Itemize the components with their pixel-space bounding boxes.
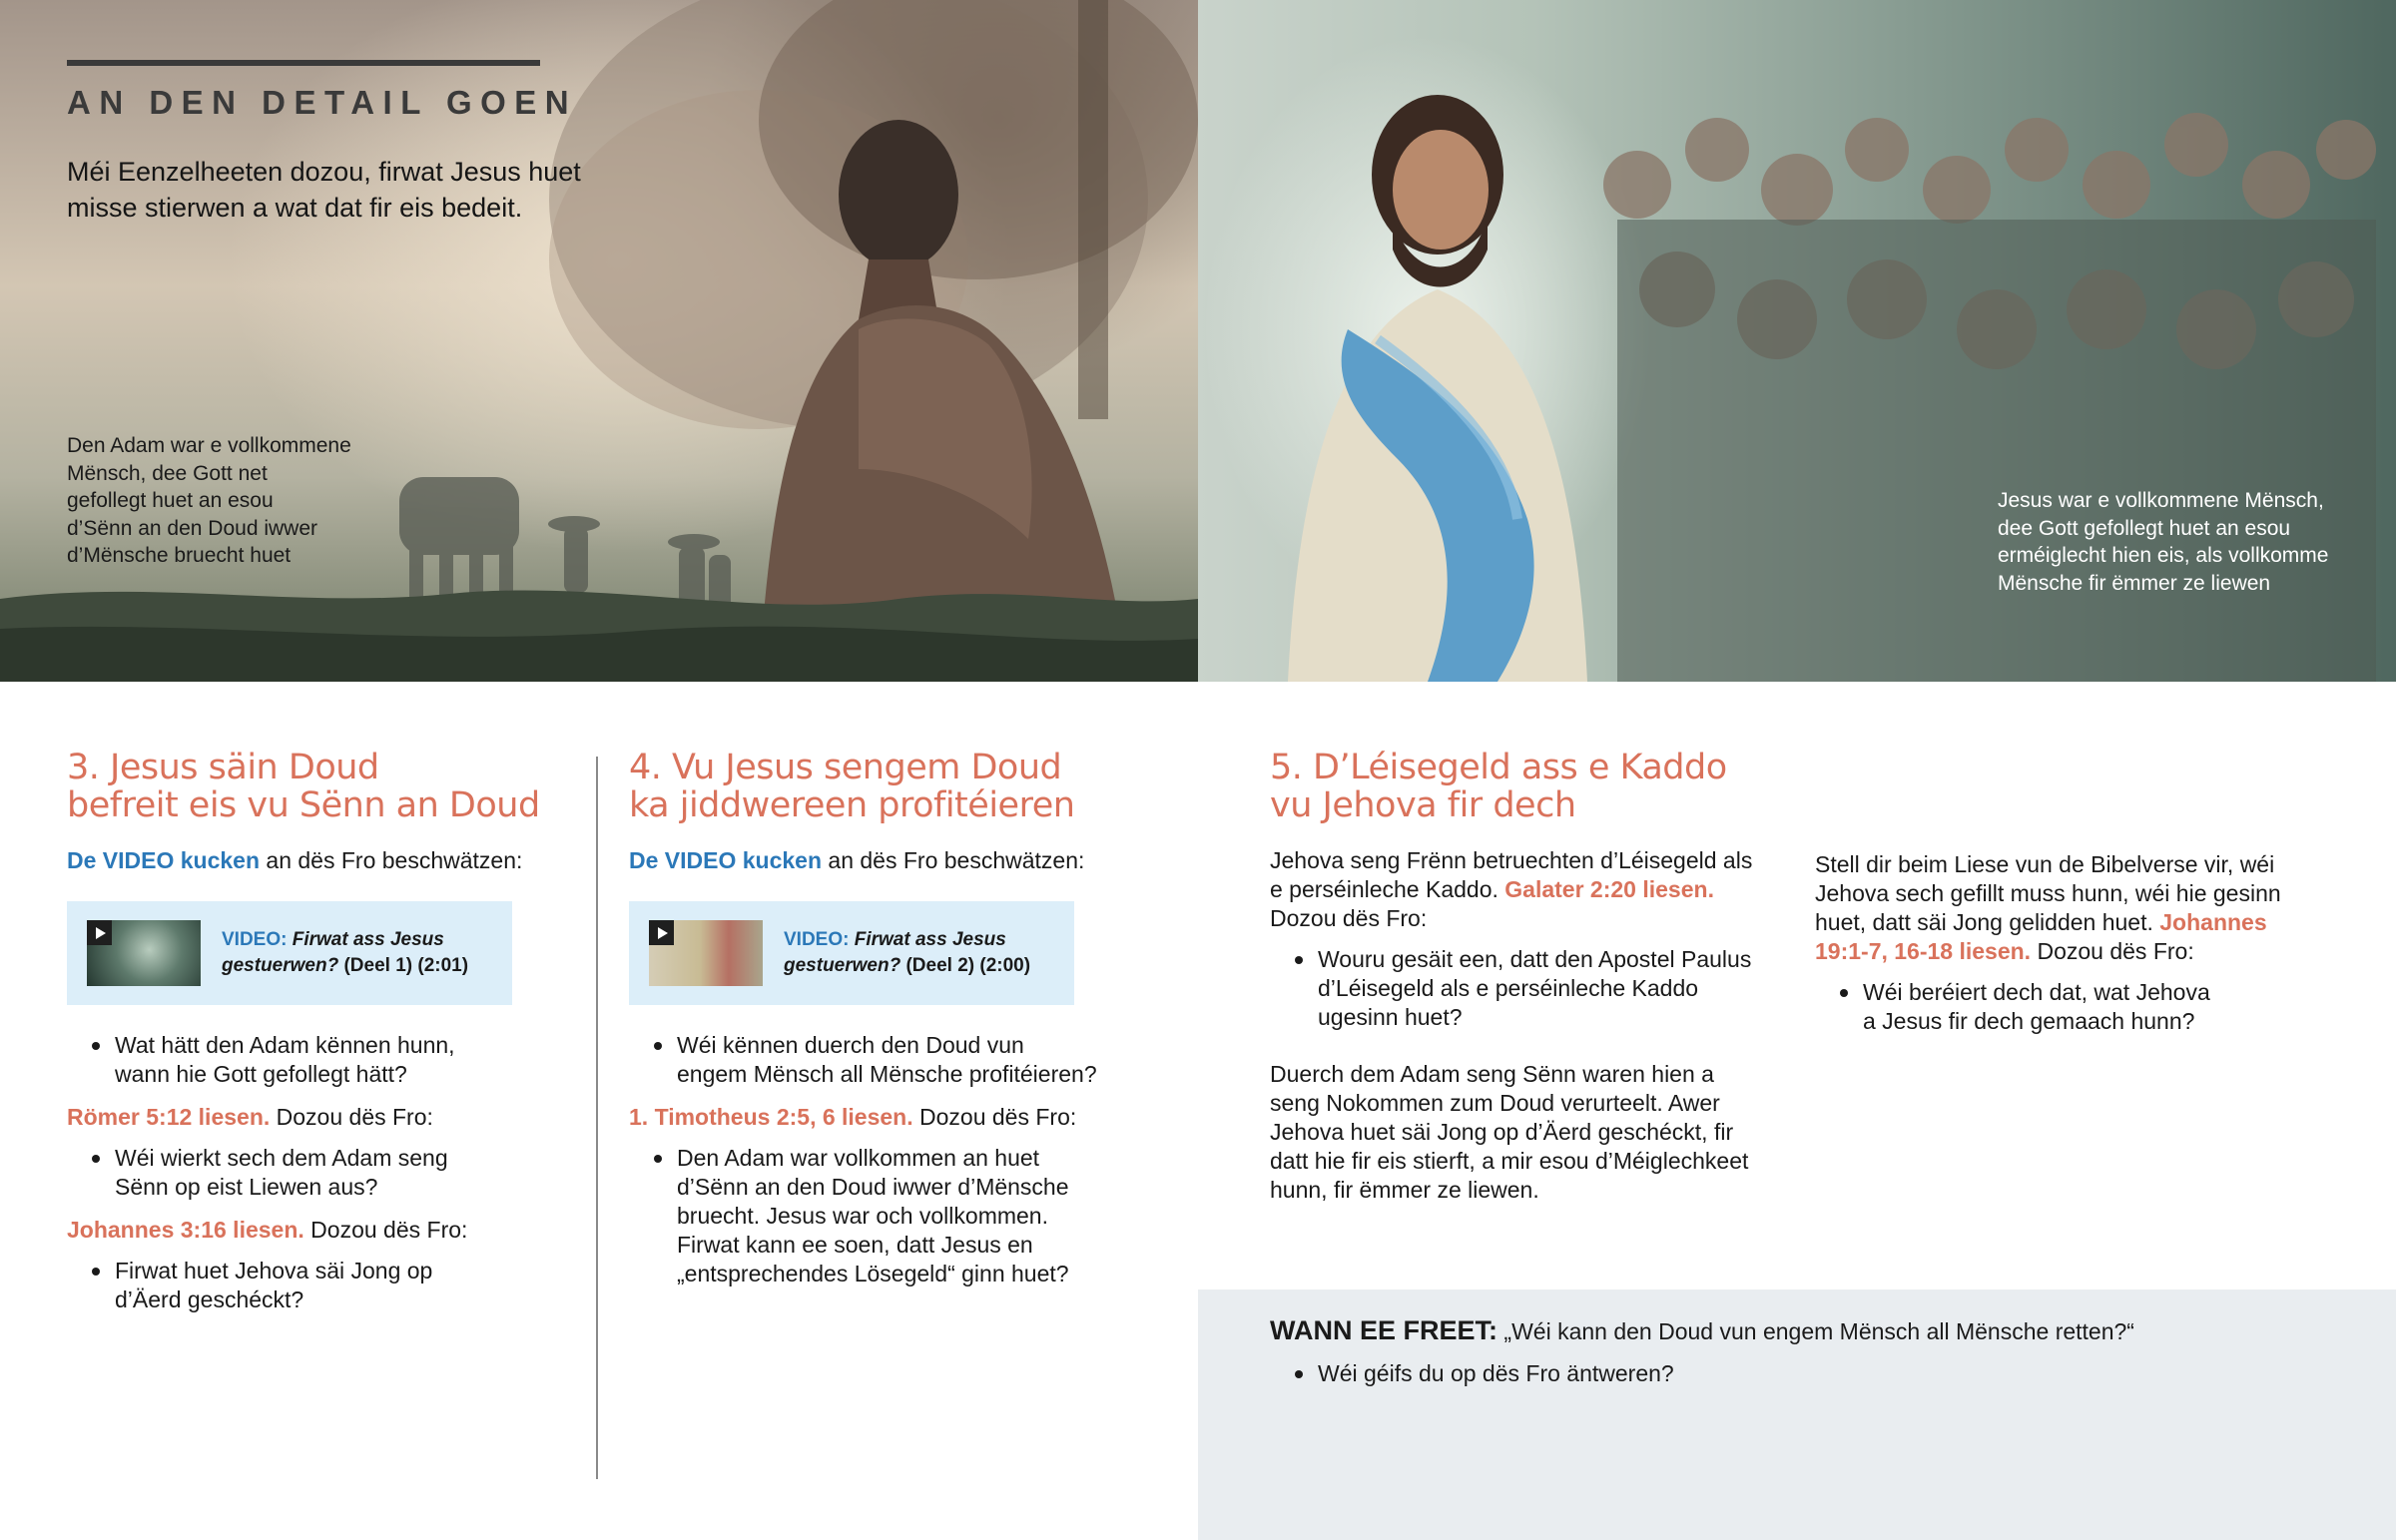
section-4 (629, 749, 1128, 1288)
caption-jesus (1998, 487, 2367, 597)
video-caption (222, 927, 491, 979)
paragraph-text: Jehova seng Frënn betruechten d’Léisegeld als e perséinleche Kaddo. (1270, 847, 1753, 902)
caption-line: gefollegt huet an esou (67, 489, 274, 512)
section-3 (67, 749, 566, 1314)
objection-question (1270, 1315, 2134, 1346)
section-5 (1270, 749, 1769, 1205)
video-meta: (Deel 1) (2:01) (338, 955, 469, 976)
video-card-part-2[interactable] (629, 901, 1074, 1005)
kicker-heading: AN DEN DETAIL GOEN (67, 84, 578, 121)
column-divider (596, 757, 598, 1479)
scripture-link[interactable]: Johannes 19:1-7, 16-18 liesen. (1815, 909, 2267, 964)
question-item: Wéi kënnen duerch den Doud vun engem Mënsch all Mënsche profitéieren? (629, 1031, 1098, 1089)
scripture-link[interactable]: Römer 5:12 liesen. (67, 1104, 271, 1130)
scripture-instruction (67, 1103, 566, 1132)
question-list (67, 1257, 566, 1314)
question-list (1270, 945, 1769, 1032)
objection-label: WANN EE FREET: (1270, 1315, 1498, 1345)
video-instruction (67, 846, 566, 875)
caption-line: Jesus war e vollkommene Mënsch, (1998, 489, 2324, 512)
title-line: vu Jehova fir dech (1270, 785, 1576, 825)
video-card-part-1[interactable] (67, 901, 512, 1005)
section-5-paragraph-3 (1815, 850, 2304, 966)
caption-line: Den Adam war e vollkommene (67, 434, 351, 457)
scripture-instruction (629, 1103, 1128, 1132)
scripture-link[interactable]: Galater 2:20 liesen. (1504, 876, 1714, 902)
video-link[interactable]: De VIDEO kucken (629, 847, 823, 873)
section-3-title (67, 749, 566, 824)
instruction-text: Dozou dës Fro: (303, 1217, 468, 1243)
play-icon[interactable] (87, 920, 112, 945)
video-thumbnail[interactable] (87, 920, 201, 986)
caption-line: dee Gott gefollegt huet an esou (1998, 516, 2291, 540)
title-line: ka jiddwereen profitéieren (629, 785, 1075, 825)
kicker-rule (67, 60, 540, 66)
question-item: Wouru gesäit een, datt den Apostel Paulus d’Léisegeld als e perséinleche Kaddo ugesinn huet? (1270, 945, 1759, 1032)
play-icon[interactable] (649, 920, 674, 945)
title-line: 4. Vu Jesus sengem Doud (629, 748, 1062, 787)
paragraph-text: Stell dir beim Liese vun de Bibelverse vir, wéi Jehova sech gefillt muss hunn, wéi hie gesinn huet, datt säi Jong gelidden huet. (1815, 851, 2281, 935)
video-instruction (629, 846, 1128, 875)
intro-text: Méi Eenzelheeten dozou, firwat Jesus huet misse stierwen a wat dat fir eis bedeit. (67, 157, 581, 223)
video-label: VIDEO: (784, 929, 850, 950)
question-list (67, 1144, 566, 1202)
objection-box (1198, 1289, 2396, 1540)
hero-image-adam (0, 0, 1198, 682)
scripture-link[interactable]: Johannes 3:16 liesen. (67, 1217, 304, 1243)
question-list (629, 1144, 1128, 1288)
section-5-paragraph-2: Duerch dem Adam seng Sënn waren hien a seng Nokommen zum Doud verurteelt. Awer Jehova huet säi Jong op d’Äerd geschéckt, fir datt hie fir eis stierft, a mir esou d’Méiglechkeet hunn, fir ëmmer ze liewen. (1270, 1061, 1749, 1203)
title-line: 3. Jesus säin Doud (67, 748, 379, 787)
video-label: VIDEO: (222, 929, 288, 950)
video-link[interactable]: De VIDEO kucken (67, 847, 261, 873)
section-5-continued (1815, 850, 2314, 1036)
section-5-title (1270, 749, 1769, 824)
instruction-text: an dës Fro beschwätzen: (260, 847, 523, 873)
question-list (629, 1031, 1128, 1089)
title-line: befreit eis vu Sënn an Doud (67, 785, 540, 825)
video-meta: (Deel 2) (2:00) (900, 955, 1031, 976)
scripture-instruction (67, 1216, 566, 1245)
paragraph-text: Dozou dës Fro: (1270, 905, 1428, 931)
title-line: 5. D’Léisegeld ass e Kaddo (1270, 748, 1727, 787)
caption-line: erméiglecht hien eis, als vollkomme (1998, 544, 2329, 567)
caption-line: Mënsch, dee Gott net (67, 461, 268, 485)
question-list (1270, 1359, 2168, 1388)
question-list (1815, 978, 2314, 1036)
instruction-text: Dozou dës Fro: (912, 1104, 1077, 1130)
section-4-title (629, 749, 1128, 824)
question-item: Wat hätt den Adam kënnen hunn, wann hie Gott gefollegt hätt? (67, 1031, 506, 1089)
hero-image-jesus (1198, 0, 2396, 682)
question-list (67, 1031, 566, 1089)
scripture-link[interactable]: 1. Timotheus 2:5, 6 liesen. (629, 1104, 913, 1130)
caption-line: Mënsche fir ëmmer ze liewen (1998, 571, 2271, 595)
caption-adam (67, 432, 396, 570)
section-5-paragraph-1 (1270, 846, 1759, 933)
question-item: Den Adam war vollkommen an huet d’Sënn an den Doud iwwer d’Mënsche bruecht. Jesus war och vollkommen. Firwat kann ee soen, datt Jesus en „entsprechendes Lösegeld“ ginn huet? (629, 1144, 1088, 1288)
video-title: Firwat ass Jesus gestuerwen? (784, 929, 1006, 976)
caption-line: d’Sënn an den Doud iwwer (67, 516, 317, 540)
instruction-text: an dës Fro beschwätzen: (822, 847, 1085, 873)
instruction-text: Dozou dës Fro: (270, 1104, 433, 1130)
question-item: Wéi wierkt sech dem Adam seng Sënn op eist Liewen aus? (67, 1144, 486, 1202)
caption-line: d’Mënsche bruecht huet (67, 544, 292, 567)
video-thumbnail[interactable] (649, 920, 763, 986)
paragraph-text: Dozou dës Fro: (2031, 938, 2194, 964)
question-item: Wéi beréiert dech dat, wat Jehova a Jesus fir dech gemaach hunn? (1815, 978, 2214, 1036)
question-item: Firwat huet Jehova säi Jong op d’Äerd geschéckt? (67, 1257, 466, 1314)
objection-text: „Wéi kann den Doud vun engem Mënsch all Mënsche retten?“ (1498, 1318, 2134, 1344)
video-title: Firwat ass Jesus gestuerwen? (222, 929, 444, 976)
question-item: Wéi géifs du op dës Fro äntweren? (1270, 1359, 2168, 1388)
video-caption (784, 927, 1053, 979)
